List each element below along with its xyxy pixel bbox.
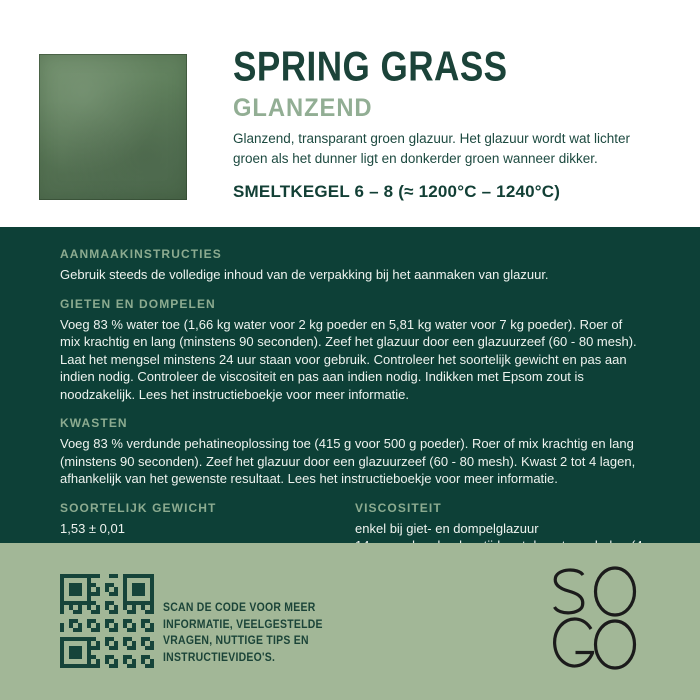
spec-value-soortelijk-gewicht: 1,53 ± 0,01 (60, 520, 125, 536)
spec-value-viscositeit-line1: enkel bij giet- en dompelglazuur (355, 520, 539, 536)
melting-cone-spec: SMELTKEGEL 6 – 8 (≈ 1200°C – 1240°C) (233, 182, 561, 201)
product-title: SPRING GRASS (233, 44, 508, 91)
qr-instruction-line: INSTRUCTIEVIDEO'S. (163, 649, 276, 664)
section-body-kwasten: Voeg 83 % verdunde pehatineoplossing toe (415 g voor 500 g poeder). Roer of mix krachtig en lang (minstens 90 seconden). Zeef het glazuur door een glazuurzeef (60 - 80 mesh). Kwast 2 tot 4 lagen, afhankelijk van het gewenste resultaat. Lees het instructieboekje voor meer informatie. (60, 436, 636, 486)
header-text (233, 44, 663, 202)
spec-heading-viscositeit: VISCOSITEIT (355, 500, 442, 515)
product-description: Glanzend, transparant groen glazuur. Het glazuur wordt wat lichter groen als het dunner ligt en donkerder groen wanneer dikker. (233, 131, 630, 166)
qr-code (60, 574, 154, 668)
section-body-aanmaakinstructies: Gebruik steeds de volledige inhoud van de verpakking bij het aanmaken van glazuur. (60, 267, 549, 282)
header (0, 0, 700, 227)
sogo-logo (550, 566, 640, 670)
glaze-swatch-image (39, 54, 187, 200)
spec-heading-soortelijk-gewicht: SOORTELIJK GEWICHT (60, 500, 217, 515)
instructions-section (0, 227, 700, 543)
sogo-logo-icon (550, 566, 640, 670)
section-heading-kwasten: KWASTEN (60, 416, 128, 430)
section-body-gieten-en-dompelen: Voeg 83 % water toe (1,66 kg water voor 2 kg poeder en 5,81 kg water voor 7 kg poeder). Roer of mix krachtig en lang (minstens 90 seconden). Zeef het glazuur door een glazuurzeef (60 - 80 mesh). Laat het mengsel minstens 24 uur staan voor gebruik. Controleer het soortelijk gewicht en pas aan indien nodig. Controleer de viscositeit en pas aan indien nodig. Indikken met Epsom zout is noodzakelijk. Lees het instructieboekje voor meer informatie. (60, 316, 637, 402)
footer (0, 543, 700, 700)
section-heading-gieten-en-dompelen: GIETEN EN DOMPELEN (60, 296, 216, 311)
product-finish-subtitle: GLANZEND (233, 94, 373, 122)
section-heading-aanmaakinstructies: AANMAAKINSTRUCTIES (60, 247, 222, 261)
qr-instruction-text (163, 599, 323, 665)
qr-instruction-line: VRAGEN, NUTTIGE TIPS EN (163, 633, 309, 647)
qr-instruction-line: SCAN DE CODE VOOR MEER (163, 600, 316, 614)
qr-instruction-line: INFORMATIE, VEELGESTELDE (163, 616, 323, 631)
